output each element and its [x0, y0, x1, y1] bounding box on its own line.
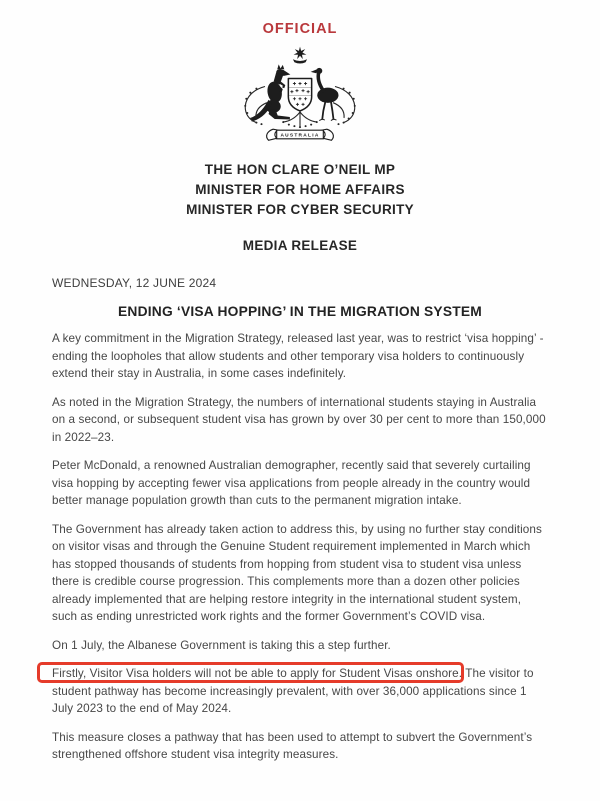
coat-of-arms-banner-text: AUSTRALIA [280, 133, 320, 139]
paragraph-3: Peter McDonald, a renowned Australian demographer, recently said that severely curtailing visa hopping by accepting fewer visa applications from people already in the country would better manage population growth than cuts to the permanent migration intake. [52, 459, 531, 507]
australia-banner [267, 129, 334, 140]
highlighted-sentence-text: Firstly, Visitor Visa holders will not be able to apply for Student Visas onshore [52, 667, 459, 680]
paragraph-2: As noted in the Migration Strategy, the numbers of international students staying in Australia on a second, or subsequent student visa has grown by over 30 per cent to more than 150,000 in 2022–23. [52, 395, 546, 444]
body-text [52, 330, 548, 764]
emu-icon [311, 68, 339, 121]
commonwealth-star-icon [293, 47, 307, 64]
paragraph-6-rest: . The visitor to student pathway has become increasingly prevalent, with over 36,000 applications since 1 July 2023 to the end of May 2024. [52, 667, 534, 715]
paragraph-5: On 1 July, the Albanese Government is taking this a step further. [52, 638, 391, 652]
paragraph-1: A key commitment in the Migration Strategy, released last year, was to restrict ‘visa hopping’ - ending the loopholes that allow students and other temporary visa holders to continuously extend their stay in Australia, in some cases indefinitely. [52, 332, 544, 380]
paragraph-7: This measure closes a pathway that has been used to attempt to subvert the Government’s strengthened offshore student visa integrity measures. [52, 730, 533, 761]
official-classification-banner: OFFICIAL [262, 21, 338, 37]
australian-coat-of-arms-logo [224, 43, 376, 152]
portfolio-home-affairs: MINISTER FOR HOME AFFAIRS [195, 182, 405, 197]
headline: ENDING ‘VISA HOPPING’ IN THE MIGRATION SYSTEM [118, 304, 482, 319]
minister-name: THE HON CLARE O’NEIL MP [204, 162, 396, 177]
paragraph-4: The Government has already taken action to address this, by using no further stay conditions on visitor visas and through the Genuine Student requirement implemented in March which has stopped thousands of students from hopping from student visa to student visa unless there is credible course progression. This complements more than a dozen other policies already implemented that are helping restore integrity in the international student system, such as ending unrestricted work rights and the former Government’s COVID visa. [52, 522, 542, 623]
release-date: WEDNESDAY, 12 JUNE 2024 [52, 276, 217, 290]
shield [288, 79, 311, 111]
document-type-heading: MEDIA RELEASE [242, 238, 358, 253]
paragraph-6 [52, 665, 548, 718]
highlighted-sentence [52, 667, 459, 680]
portfolio-cyber-security: MINISTER FOR CYBER SECURITY [186, 202, 414, 217]
